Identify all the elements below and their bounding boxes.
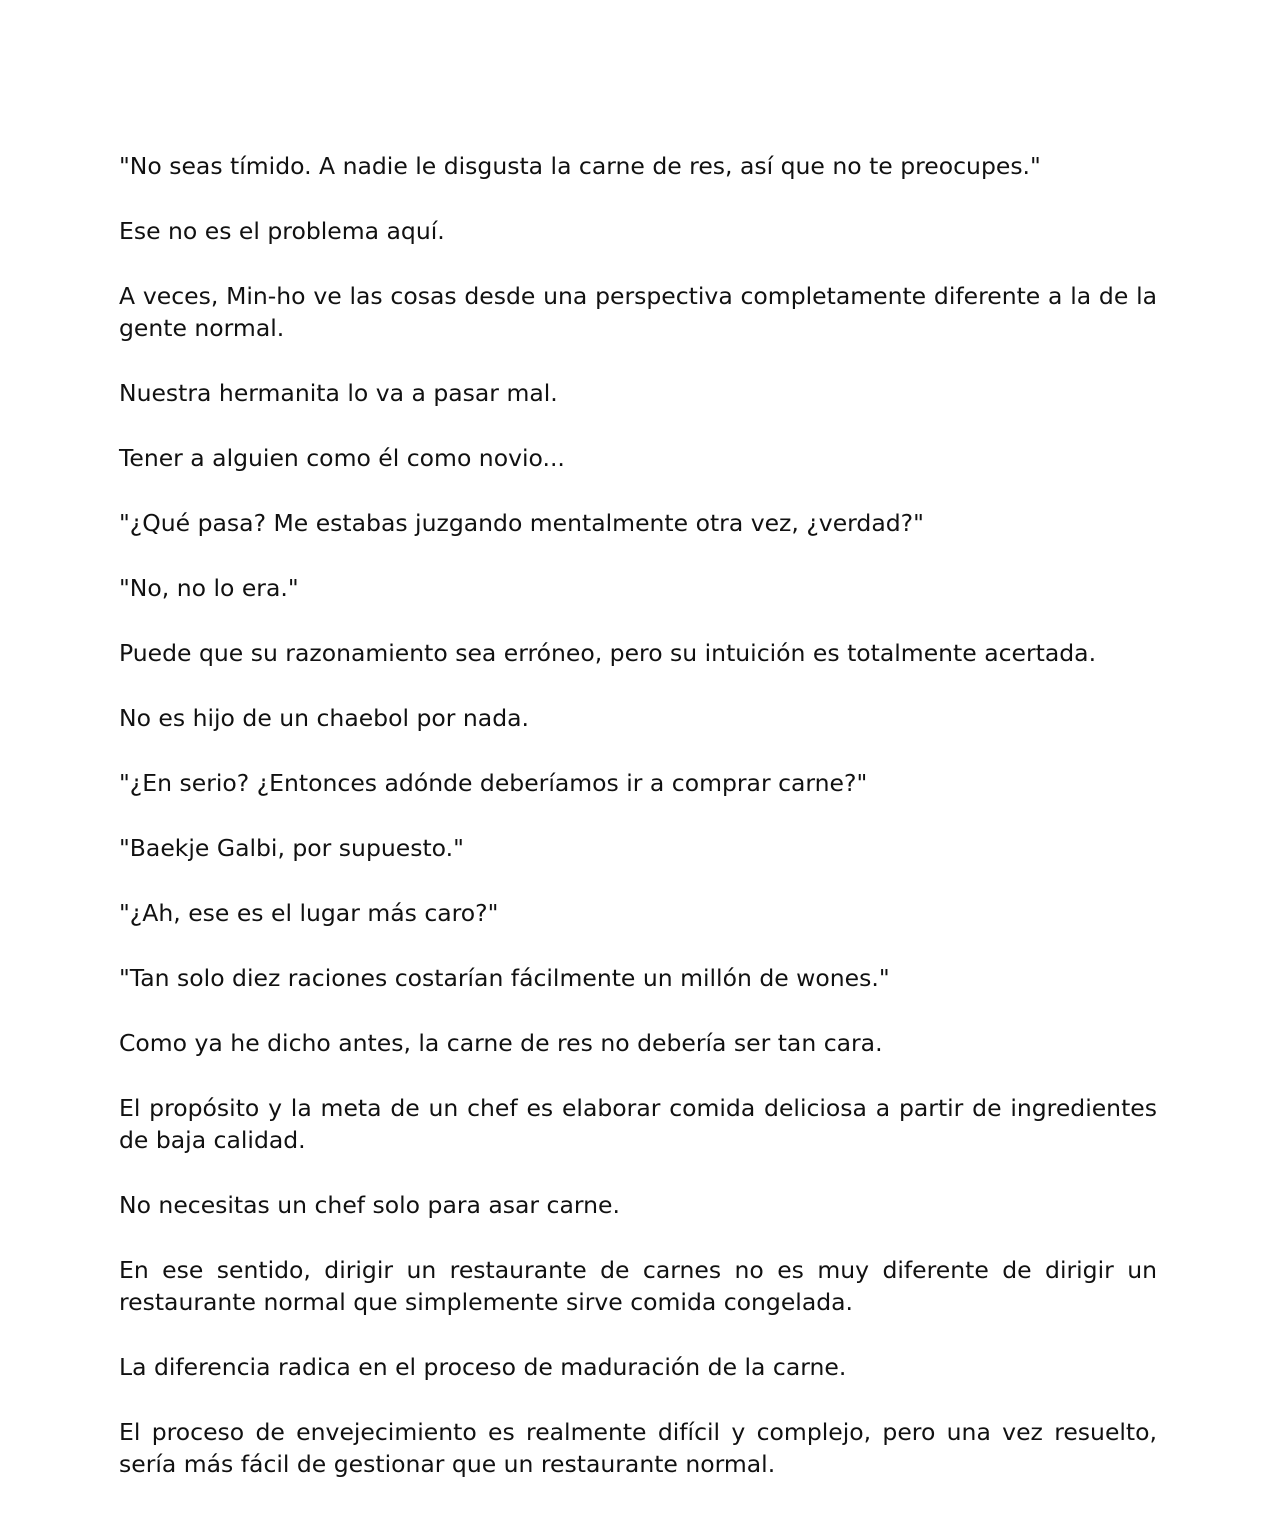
paragraph: La diferencia radica en el proceso de maduración de la carne. <box>119 1353 847 1381</box>
paragraph: "¿Qué pasa? Me estabas juzgando mentalmente otra vez, ¿verdad?" <box>119 509 924 537</box>
paragraph: "No, no lo era." <box>119 574 299 602</box>
paragraph: En ese sentido, dirigir un restaurante de carnes no es muy diferente de dirigir un restaurante normal que simplemente sirve comida congelada. <box>119 1256 1157 1316</box>
paragraph: "Tan solo diez raciones costarían fácilmente un millón de wones." <box>119 964 890 992</box>
paragraph: Puede que su razonamiento sea erróneo, pero su intuición es totalmente acertada. <box>119 639 1097 667</box>
paragraph: "No seas tímido. A nadie le disgusta la carne de res, así que no te preocupes." <box>119 152 1041 180</box>
document-page <box>119 150 1157 1480</box>
paragraph: Nuestra hermanita lo va a pasar mal. <box>119 379 558 407</box>
paragraph: Como ya he dicho antes, la carne de res no debería ser tan cara. <box>119 1029 883 1057</box>
paragraph: No es hijo de un chaebol por nada. <box>119 704 529 732</box>
paragraph: El proceso de envejecimiento es realmente difícil y complejo, pero una vez resuelto, sería más fácil de gestionar que un restaurante normal. <box>119 1418 1157 1478</box>
paragraph: "¿Ah, ese es el lugar más caro?" <box>119 899 499 927</box>
paragraph: A veces, Min-ho ve las cosas desde una perspectiva completamente diferente a la de la gente normal. <box>119 282 1157 342</box>
paragraph: Ese no es el problema aquí. <box>119 217 445 245</box>
paragraph: El propósito y la meta de un chef es elaborar comida deliciosa a partir de ingredientes de baja calidad. <box>119 1094 1157 1154</box>
paragraph: No necesitas un chef solo para asar carne. <box>119 1191 620 1219</box>
paragraph: "Baekje Galbi, por supuesto." <box>119 834 464 862</box>
paragraph: Tener a alguien como él como novio... <box>119 444 565 472</box>
paragraph: "¿En serio? ¿Entonces adónde deberíamos ir a comprar carne?" <box>119 769 868 797</box>
